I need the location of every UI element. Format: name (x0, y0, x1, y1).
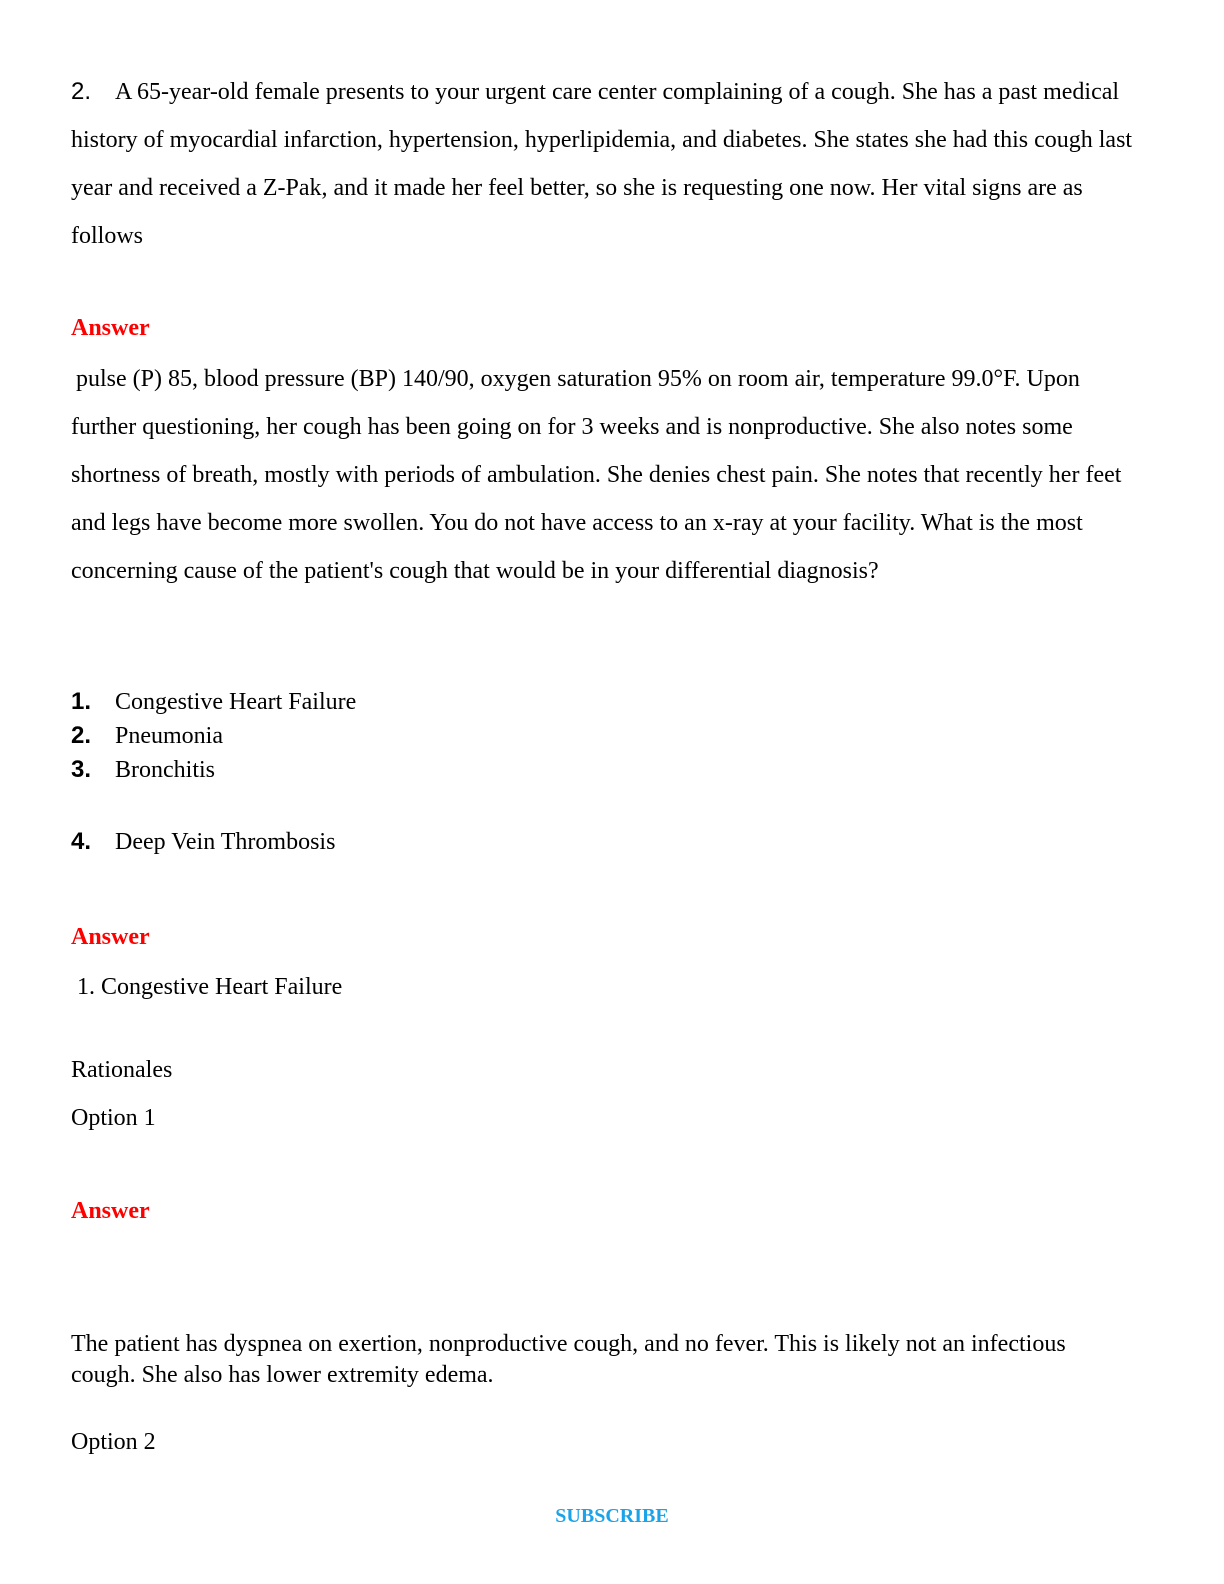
option2-heading: Option 2 (71, 1429, 156, 1455)
answer-label-3: Answer (71, 1198, 150, 1224)
option-label: Bronchitis (115, 757, 215, 783)
question-text: A 65-year-old female presents to your urgent care center complaining of a cough. She has a past medical history of myocardial infarction, hypertension, hyperlipidemia, and diabetes. She states she had this cough last year and received a Z-Pak, and it made her feel better, so she is requesting one now. Her vital signs are as follows (71, 79, 1133, 249)
vitals-text: pulse (P) 85, blood pressure (BP) 140/90, oxygen saturation 95% on room air, temperature 99.0°F. Upon further questioning, her cough has been going on for 3 weeks and is nonproductive. She also notes some shortness of breath, mostly with periods of ambulation. She denies chest pain. She notes that recently her feet and legs have become more swollen. You do not have access to an x-ray at your facility. What is the most concerning cause of the patient's cough that would be in your differential diagnosis? (71, 366, 1122, 584)
option-item-1 (71, 685, 356, 719)
option-item-3 (71, 753, 356, 787)
option-number: 1. (71, 688, 92, 715)
option-item-4 (71, 825, 356, 859)
option-item-2 (71, 719, 356, 753)
question-block (71, 68, 1151, 260)
option-number: 4. (71, 828, 92, 855)
question-number: 2. (71, 78, 92, 105)
option-label: Deep Vein Thrombosis (115, 829, 336, 855)
option-number: 2. (71, 722, 92, 749)
answer-label-1: Answer (71, 315, 150, 341)
correct-answer: 1. Congestive Heart Failure (77, 974, 343, 1000)
option-label: Pneumonia (115, 723, 223, 749)
options-list (71, 685, 356, 859)
option-label: Congestive Heart Failure (115, 689, 357, 715)
subscribe-link[interactable]: SUBSCRIBE (555, 1505, 669, 1527)
option-number: 3. (71, 756, 92, 783)
rationales-heading: Rationales (71, 1057, 173, 1083)
answer-label-2: Answer (71, 924, 150, 950)
option1-heading: Option 1 (71, 1105, 156, 1131)
option1-rationale: The patient has dyspnea on exertion, nonproductive cough, and no fever. This is likely not an infectious cough. She also has lower extremity edema. (71, 1331, 1066, 1388)
